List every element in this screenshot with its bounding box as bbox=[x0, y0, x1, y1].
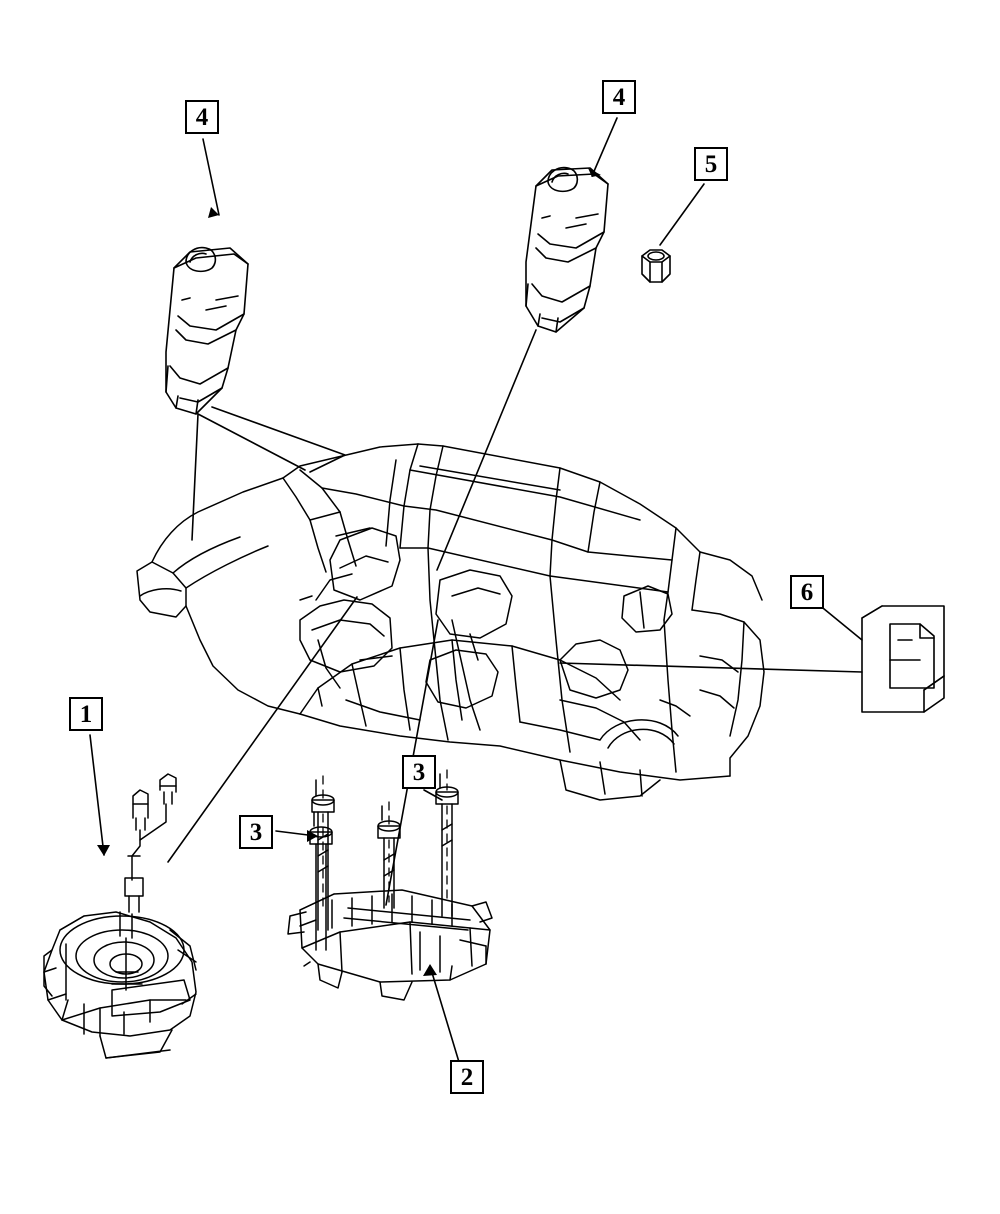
callout-3-right[interactable]: 3 bbox=[402, 755, 436, 789]
callout-4-left[interactable]: 4 bbox=[185, 100, 219, 134]
nut bbox=[642, 250, 670, 282]
callout-5[interactable]: 5 bbox=[694, 147, 728, 181]
impact-sensor-right bbox=[526, 168, 608, 332]
callout-6[interactable]: 6 bbox=[790, 575, 824, 609]
vehicle-body bbox=[137, 444, 764, 800]
impact-sensor-left bbox=[166, 248, 248, 414]
relay-module bbox=[862, 606, 944, 712]
callout-2[interactable]: 2 bbox=[450, 1060, 484, 1094]
callout-3-left[interactable]: 3 bbox=[239, 815, 273, 849]
callout-4-right[interactable]: 4 bbox=[602, 80, 636, 114]
clockspring bbox=[44, 774, 196, 1058]
callout-1[interactable]: 1 bbox=[69, 697, 103, 731]
